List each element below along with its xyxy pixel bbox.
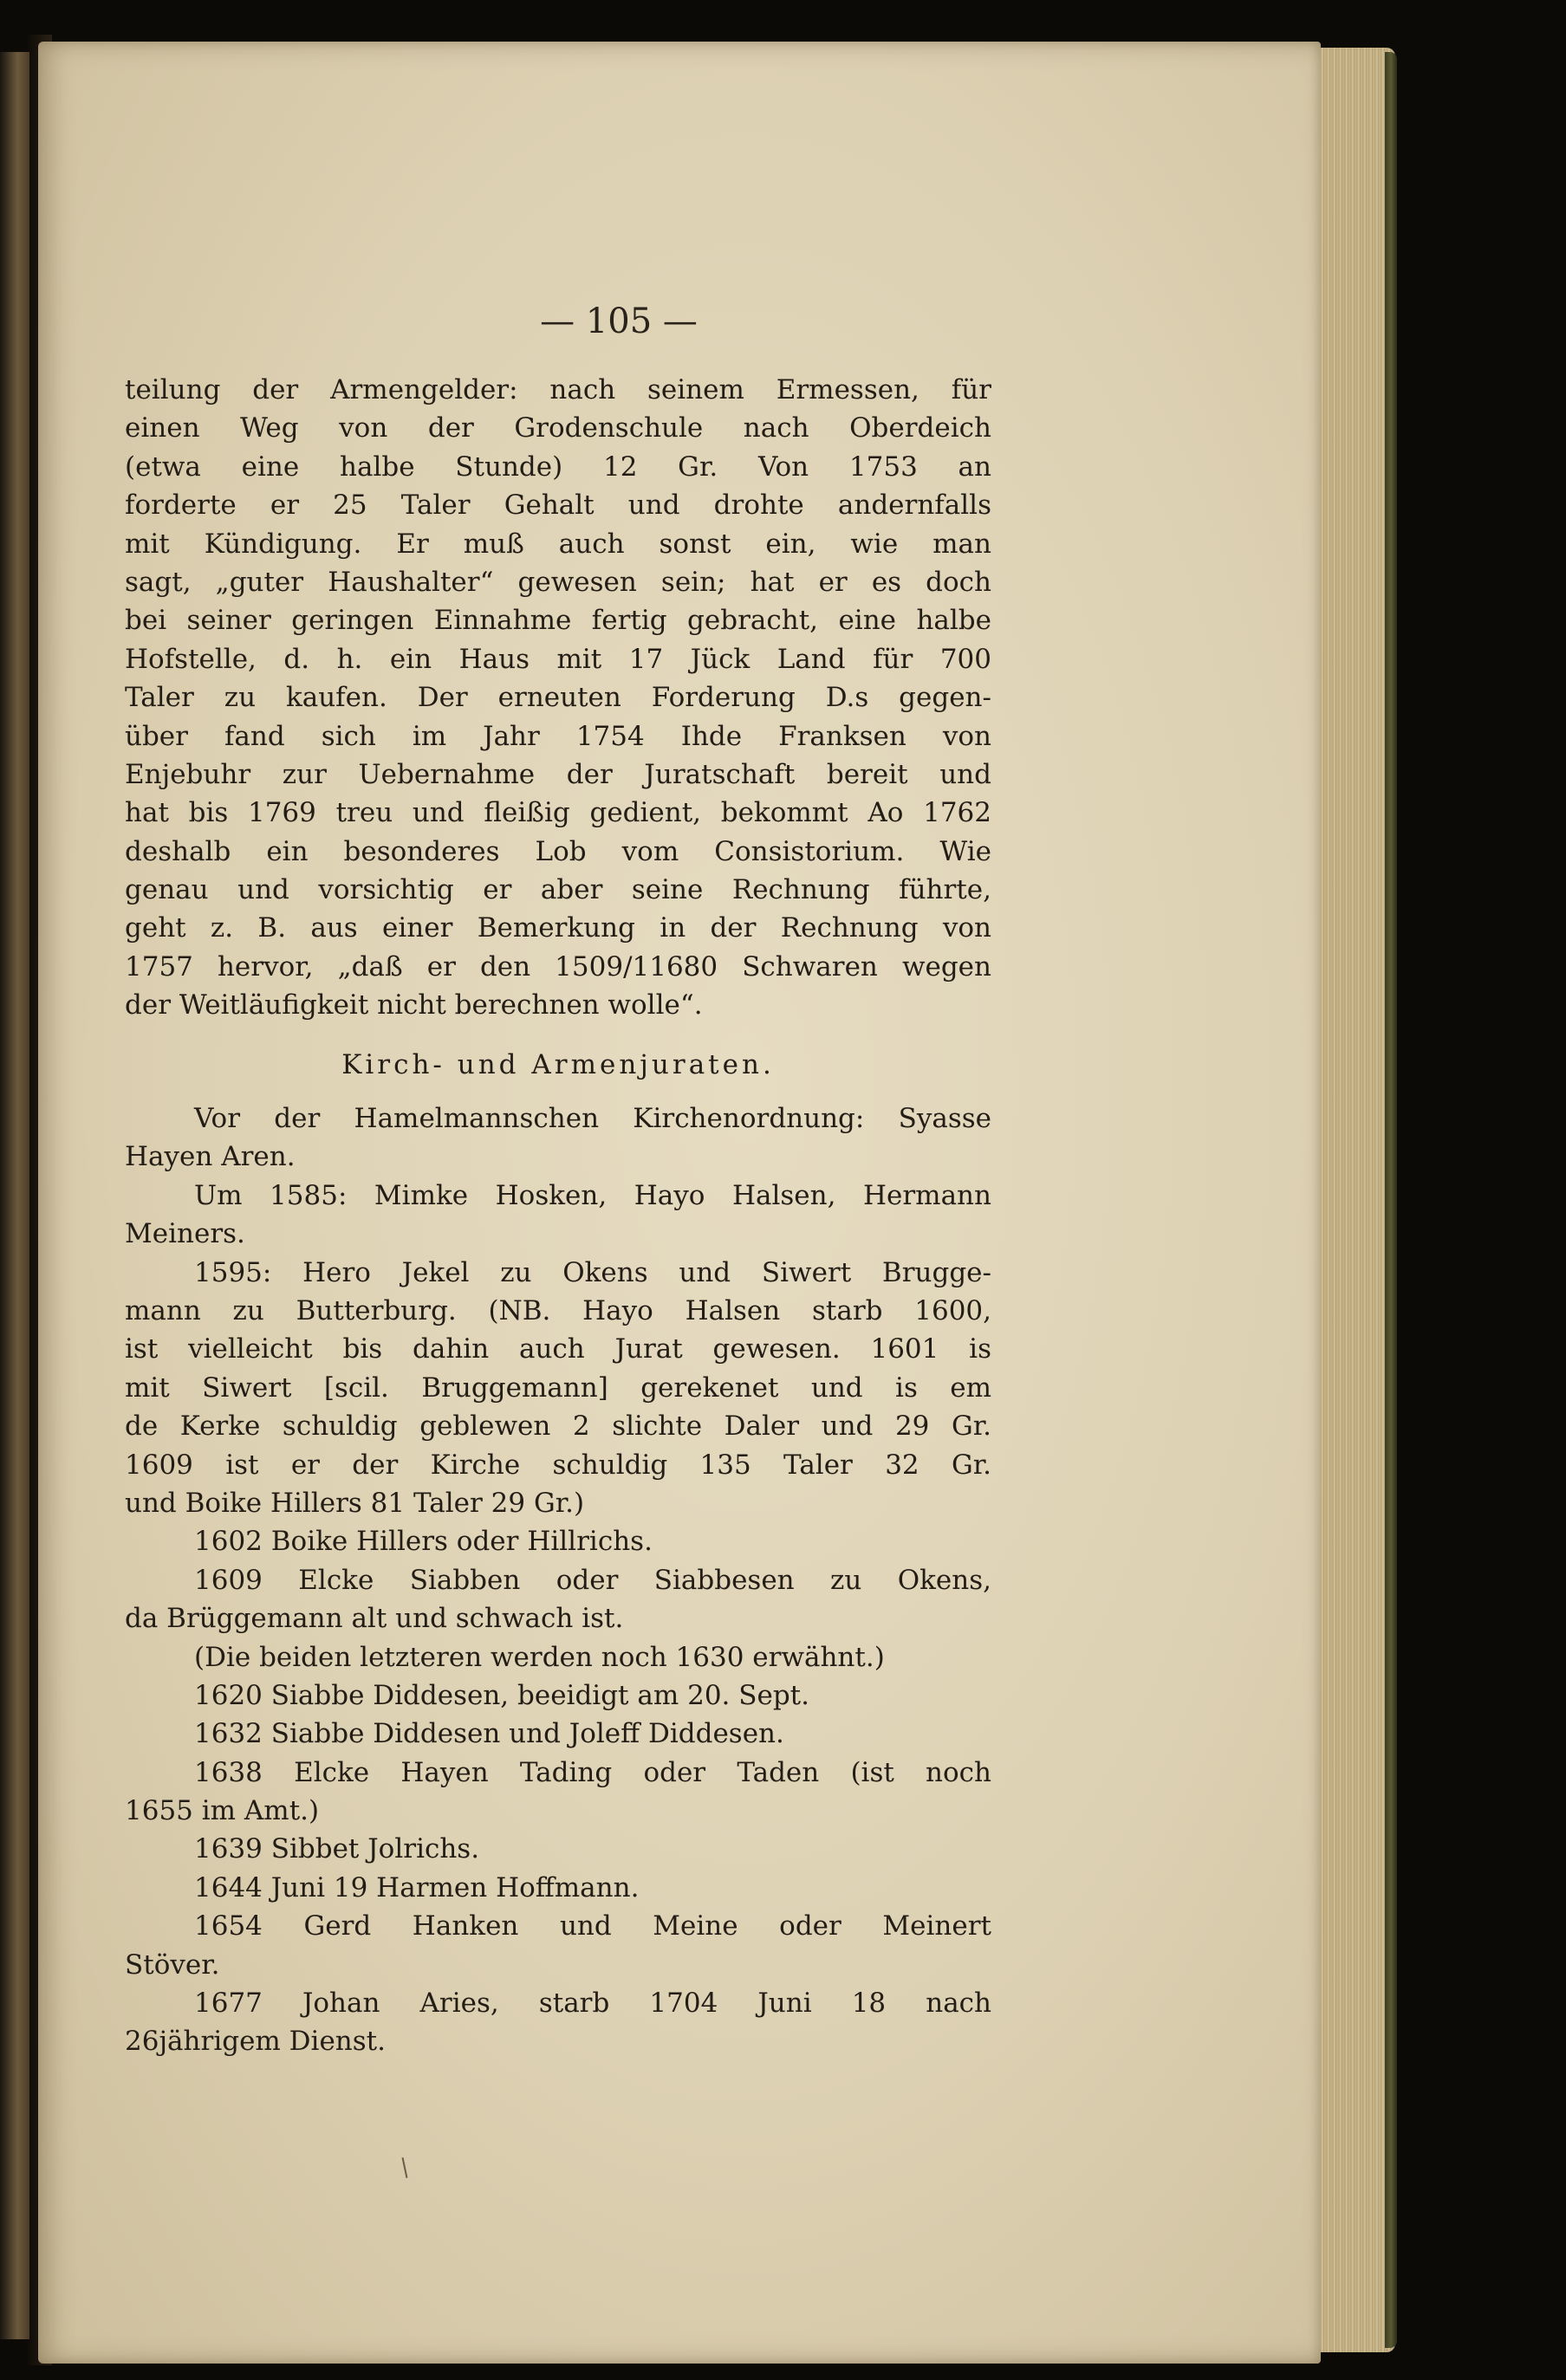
entry-line: 1632 Siabbe Diddesen und Joleff Diddesen. — [194, 1718, 784, 1750]
entry-line: Vor der Hamelmannschen Kirchenordnung: Syasse — [194, 1103, 991, 1135]
entry-line: 1609 Elcke Siabben oder Siabbesen zu Okens, — [194, 1564, 991, 1596]
stray-ink-mark — [402, 2157, 408, 2178]
entry-line: Um 1585: Mimke Hosken, Hayo Halsen, Hermann — [194, 1179, 991, 1211]
text-line: über fand sich im Jahr 1754 Ihde Franksen von — [125, 720, 991, 752]
text-line: Taler zu kaufen. Der erneuten Forderung D.s gegen- — [125, 682, 991, 714]
text-line: 1757 hervor, „daß er den 1509/11680 Schwaren wegen — [125, 950, 991, 982]
text-line: forderte er 25 Taler Gehalt und drohte andernfalls — [125, 490, 991, 522]
entry-line: ist vielleicht bis dahin auch Jurat gewesen. 1601 is — [125, 1333, 991, 1365]
entry-line: 1638 Elcke Hayen Tading oder Taden (ist noch — [194, 1756, 991, 1788]
text-line: sagt, „guter Haushalter“ gewesen sein; hat er es doch — [125, 566, 991, 598]
entry-line: 1595: Hero Jekel zu Okens und Siwert Brugge- — [194, 1256, 991, 1288]
paragraph-armengelder — [125, 371, 991, 1025]
text-line: Enjebuhr zur Uebernahme der Juratschaft bereit und — [125, 758, 991, 790]
entry-line: 1654 Gerd Hanken und Meine oder Meinert — [194, 1910, 991, 1942]
text-line: geht z. B. aus einer Bemerkung in der Rechnung von — [125, 912, 991, 944]
entry-line: Stöver. — [125, 1949, 220, 1981]
page-number: — 105 — — [540, 302, 698, 341]
entry-line: mit Siwert [scil. Bruggemann] gerekenet und is em — [125, 1372, 991, 1404]
entry-line: und Boike Hillers 81 Taler 29 Gr.) — [125, 1487, 585, 1519]
text-line: der Weitläufigkeit nicht berechnen wolle“. — [125, 989, 703, 1021]
text-line: einen Weg von der Grodenschule nach Oberdeich — [125, 412, 991, 444]
text-line: bei seiner geringen Einnahme fertig gebracht, eine halbe — [125, 605, 991, 637]
text-line: (etwa eine halbe Stunde) 12 Gr. Von 1753 an — [125, 451, 991, 483]
entry-line: mann zu Butterburg. (NB. Hayo Halsen starb 1600, — [125, 1294, 991, 1326]
text-line: mit Kündigung. Er muß auch sonst ein, wie man — [125, 528, 991, 560]
entry-line: 1602 Boike Hillers oder Hillrichs. — [194, 1526, 653, 1558]
entry-line: 1655 im Amt.) — [125, 1795, 320, 1827]
entry-line: 1639 Sibbet Jolrichs. — [194, 1833, 480, 1865]
page-text — [125, 371, 991, 2061]
text-line: deshalb ein besonderes Lob vom Consistorium. Wie — [125, 835, 991, 867]
jurat-entries — [125, 1099, 991, 2061]
entry-line: 1620 Siabbe Diddesen, beeidigt am 20. Sept. — [194, 1679, 809, 1711]
left-page-edge — [0, 52, 29, 2339]
book-page — [38, 42, 1321, 2364]
entry-line: (Die beiden letzteren werden noch 1630 erwähnt.) — [194, 1641, 885, 1673]
entry-line: de Kerke schuldig geblewen 2 slichte Daler und 29 Gr. — [125, 1410, 991, 1443]
entry-line: Hayen Aren. — [125, 1141, 296, 1173]
text-line: genau und vorsichtig er aber seine Rechnung führte, — [125, 874, 991, 906]
entry-line: 26jährigem Dienst. — [125, 2026, 386, 2058]
entry-line: 1677 Johan Aries, starb 1704 Juni 18 nach — [194, 1988, 991, 2020]
section-heading: Kirch- und Armenjuraten. — [341, 1048, 775, 1080]
entry-line: Meiners. — [125, 1218, 245, 1250]
entry-line: 1609 ist er der Kirche schuldig 135 Taler 32 Gr. — [125, 1449, 991, 1481]
text-line: hat bis 1769 treu und fleißig gedient, bekommt Ao 1762 — [125, 797, 991, 829]
text-line: teilung der Armengelder: nach seinem Ermessen, für — [125, 374, 991, 405]
book-cover-edge — [1385, 52, 1397, 2348]
text-line: Hofstelle, d. h. ein Haus mit 17 Jück Land für 700 — [125, 643, 991, 675]
entry-line: da Brüggemann alt und schwach ist. — [125, 1603, 624, 1635]
entry-line: 1644 Juni 19 Harmen Hoffmann. — [194, 1871, 640, 1903]
